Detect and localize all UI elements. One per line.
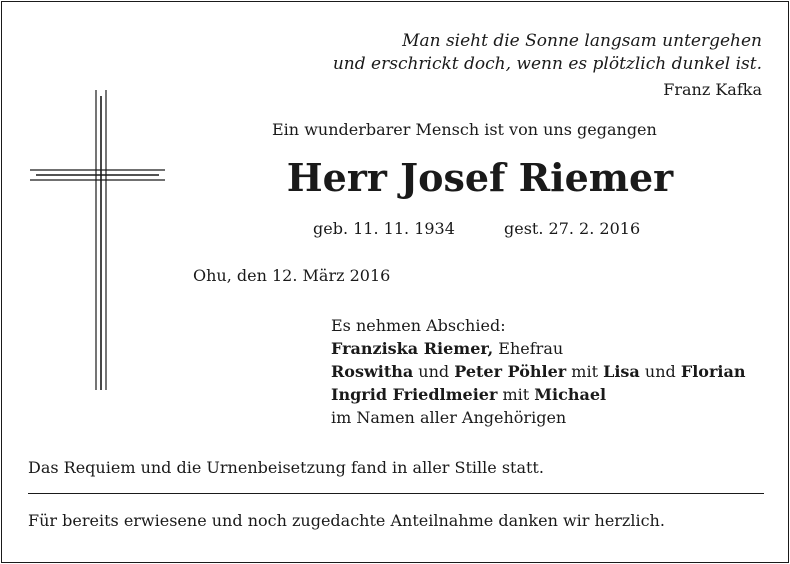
mourner-connector: und [639,362,681,381]
mourner-row-3 [331,383,745,406]
mourner-name: Michael [534,385,607,404]
mourner-row-4: im Namen aller Angehörigen [331,408,567,427]
mourner-name: Florian [680,362,746,381]
mourners-block [331,314,745,429]
birth-date: geb. 11. 11. 1934 [313,219,455,238]
mourner-relation: Ehefrau [493,339,564,358]
place-date: Ohu, den 12. März 2016 [193,266,391,285]
mourner-name: Ingrid Friedlmeier [331,385,498,404]
thanks-text: Für bereits erwiesene und noch zugedachte Anteilnahme danken wir herzlich. [28,511,665,530]
requiem-text: Das Requiem und die Urnenbeisetzung fand in aller Stille statt. [28,458,544,477]
quote-line-2: und erschrickt doch, wenn es plötzlich dunkel ist. [332,54,762,74]
mourner-connector: mit [497,385,535,404]
mourner-row-2 [331,360,745,383]
mourner-row-1 [331,337,745,360]
mourner-connector: mit [566,362,604,381]
quote-author: Franz Kafka [663,80,762,99]
mourner-name: Franziska Riemer, [331,339,494,358]
mourner-name: Roswitha [331,362,414,381]
mourner-connector: und [413,362,455,381]
cross-icon [30,90,165,390]
quote-line-1: Man sieht die Sonne langsam untergehen [402,31,762,51]
death-date: gest. 27. 2. 2016 [504,219,641,238]
deceased-name: Herr Josef Riemer [286,155,674,200]
mourners-heading: Es nehmen Abschied: [331,316,506,335]
mourner-name: Peter Pöhler [454,362,567,381]
intro-text: Ein wunderbarer Mensch ist von uns gegangen [272,120,657,139]
divider [28,493,764,494]
mourner-name: Lisa [603,362,640,381]
quote [242,30,762,76]
